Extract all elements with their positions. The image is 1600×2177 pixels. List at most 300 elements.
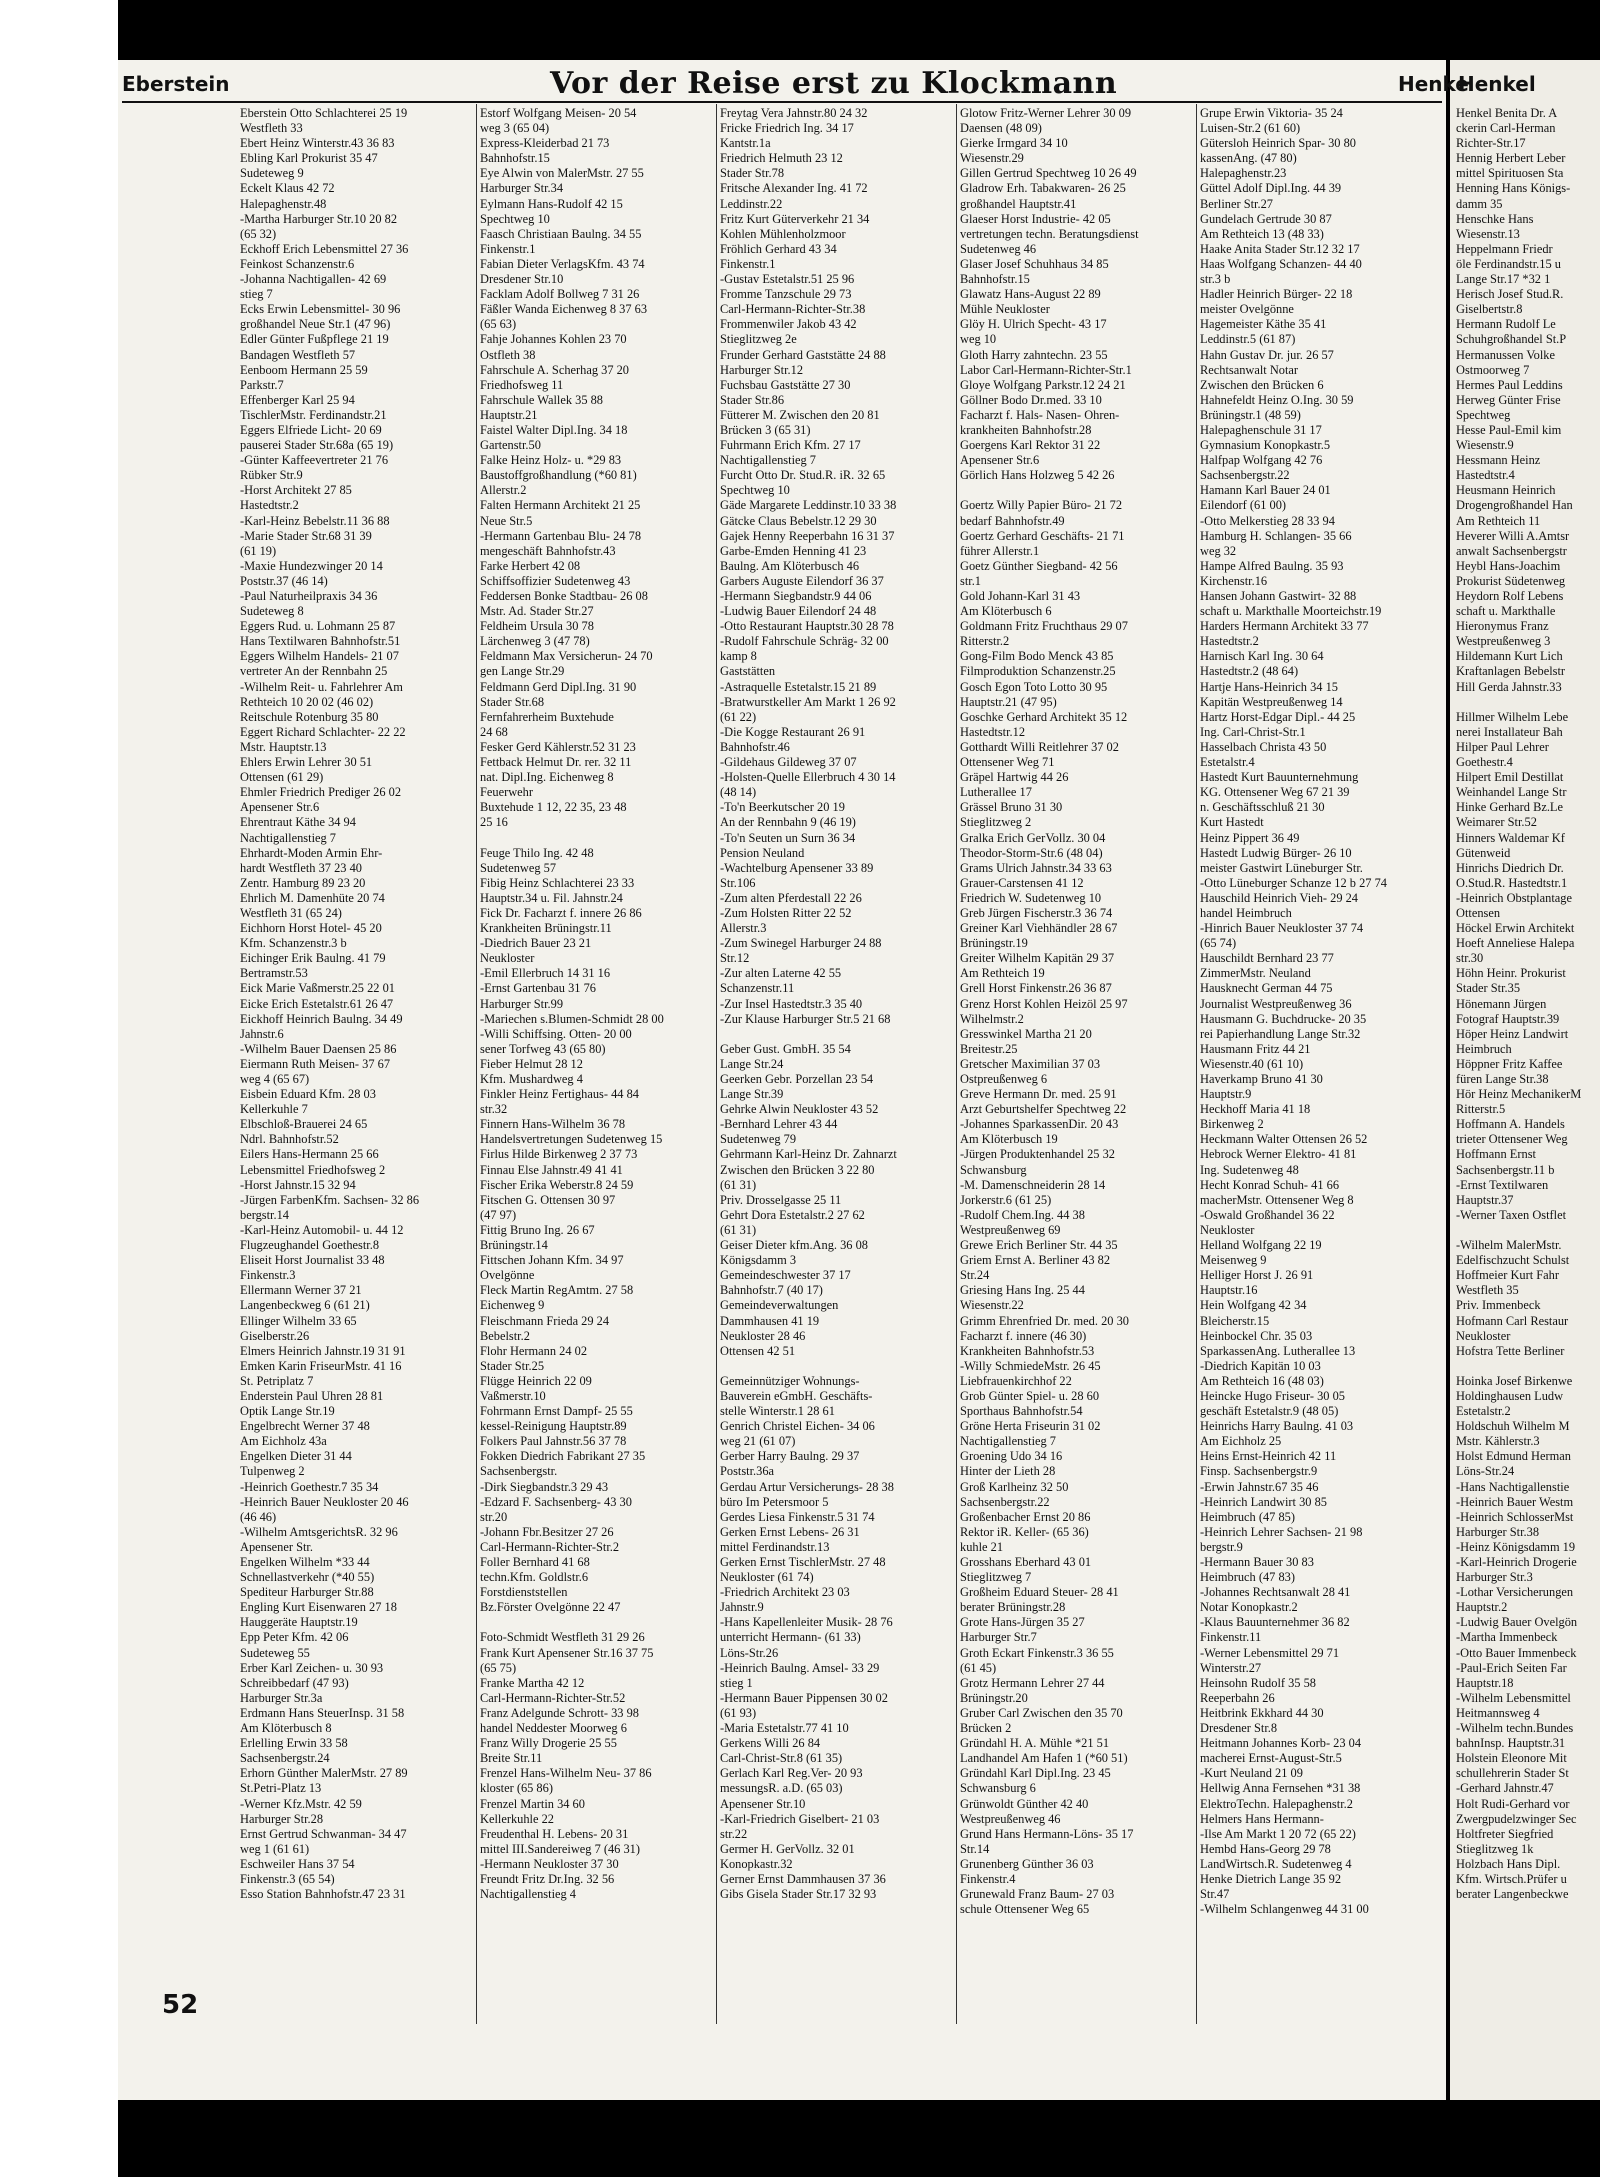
directory-entry: -Ludwig Bauer Eilendorf 24 48: [720, 604, 877, 619]
directory-entry: -Klaus Bauunternehmer 36 82: [1200, 1615, 1350, 1630]
directory-entry: Kraftanlagen Bebelstr: [1456, 664, 1566, 679]
directory-entry: Großheim Eduard Steuer- 28 41: [960, 1585, 1119, 1600]
directory-entry: Neukloster (61 74): [720, 1570, 814, 1585]
directory-entry: (65 75): [480, 1660, 517, 1675]
directory-entry: -Zur Klause Harburger Str.5 21 68: [720, 1011, 891, 1026]
directory-entry: Krankheiten Bahnhofstr.53: [960, 1343, 1095, 1358]
directory-entry: Holt Rudi-Gerhard vor: [1456, 1796, 1570, 1811]
directory-entry: Fibig Heinz Schlachterei 23 33: [480, 875, 635, 890]
directory-entry: Neukloster: [1456, 1328, 1511, 1343]
directory-entry: Landhandel Am Hafen 1 (*60 51): [960, 1751, 1128, 1766]
directory-entry: büro Im Petersmoor 5: [720, 1494, 829, 1509]
directory-entry: -Karl-Heinz Automobil- u. 44 12: [240, 1222, 404, 1237]
directory-entry: TischlerMstr. Ferdinandstr.21: [240, 407, 387, 422]
directory-entry: str.30: [1456, 951, 1484, 966]
directory-entry: Harnisch Karl Ing. 30 64: [1200, 649, 1324, 664]
directory-entry: Gloye Wolfgang Parkstr.12 24 21: [960, 377, 1126, 392]
directory-entry: Gütersloh Heinrich Spar- 30 80: [1200, 136, 1356, 151]
directory-entry: Hastedtstr.2: [240, 498, 299, 513]
directory-entry: Grams Ulrich Jahnstr.34 33 63: [960, 860, 1112, 875]
directory-entry: Heppelmann Friedr: [1456, 241, 1553, 256]
directory-entry: Brüningstr.20: [960, 1690, 1028, 1705]
directory-entry: Estetalstr.4: [1200, 755, 1255, 770]
directory-entry: Lange Str.24: [720, 1056, 784, 1071]
directory-entry: Ing. Carl-Christ-Str.1: [1200, 724, 1306, 739]
directory-entry: Spechtweg: [1456, 407, 1511, 422]
directory-entry: Nachtigallenstieg 4: [480, 1887, 576, 1902]
directory-entry: Schanzenstr.11: [720, 981, 795, 996]
directory-entry: Harburger Str.3a: [240, 1690, 323, 1705]
directory-entry: Gräpel Hartwig 44 26: [960, 770, 1069, 785]
directory-entry: Geerken Gebr. Porzellan 23 54: [720, 1072, 874, 1086]
directory-entry: Fröhlich Gerhard 43 34: [720, 241, 837, 256]
directory-entry: -Wachtelburg Apensener 33 89: [720, 860, 874, 875]
directory-entry: Am Eichholz 25: [1200, 1434, 1282, 1449]
directory-entry: Finkenstr.1: [720, 256, 776, 271]
directory-entry: Eggers Elfriede Licht- 20 69: [240, 422, 382, 437]
directory-entry: geschäft Estetalstr.9 (48 05): [1200, 1404, 1339, 1419]
directory-entry: stelle Winterstr.1 28 61: [720, 1404, 835, 1419]
directory-entry: Heitmann Johannes Korb- 23 04: [1200, 1736, 1362, 1751]
directory-entry: Gymnasium Konopkastr.5: [1200, 438, 1331, 453]
directory-entry: Buxtehude 1 12, 22 35, 23 48: [480, 800, 627, 815]
directory-entry: Daensen (48 09): [960, 121, 1042, 136]
directory-entry: Spediteur Harburger Str.88: [240, 1585, 374, 1600]
directory-entry: Hessmann Heinz: [1456, 453, 1541, 468]
directory-entry: Express-Kleiderbad 21 73: [480, 136, 610, 151]
directory-entry: Henschke Hans: [1456, 211, 1534, 226]
directory-entry: Hausmann G. Buchdrucke- 20 35: [1200, 1011, 1367, 1026]
directory-entry: Kohlen Mühlenholzmoor: [720, 226, 846, 241]
directory-entry: Sachsenbergstr.22: [1200, 468, 1290, 483]
directory-entry: Groening Udo 34 16: [960, 1449, 1063, 1464]
directory-entry: Kurt Hastedt: [1200, 815, 1264, 830]
directory-entry: Fleck Martin RegAmtm. 27 58: [480, 1283, 634, 1298]
directory-entry: Hagemeister Käthe 35 41: [1200, 317, 1327, 332]
directory-entry: -Willy SchmiedeMstr. 26 45: [960, 1358, 1101, 1373]
directory-entry: Hastedtstr.4: [1456, 468, 1515, 483]
directory-entry: Gehrke Alwin Neukloster 43 52: [720, 1102, 879, 1117]
directory-entry: Gold Johann-Karl 31 43: [960, 589, 1081, 603]
directory-column-5: [1200, 106, 1444, 1917]
directory-entry: -Otto Melkerstieg 28 33 94: [1200, 513, 1335, 528]
directory-entry: Harburger Str.28: [240, 1811, 324, 1826]
directory-entry: vertretungen techn. Beratungsdienst: [960, 226, 1139, 241]
directory-entry: Ehlers Erwin Lehrer 30 51: [240, 755, 373, 770]
directory-entry: 25 16: [480, 815, 508, 830]
directory-entry: Heinz Pippert 36 49: [1200, 830, 1300, 845]
directory-entry: Konopkastr.32: [720, 1856, 793, 1871]
directory-entry: str.20: [480, 1509, 508, 1524]
column-divider: [1196, 104, 1197, 2024]
directory-entry: SparkassenAng. Lutherallee 13: [1200, 1343, 1356, 1358]
directory-entry: Eggert Richard Schlachter- 22 22: [240, 724, 406, 739]
directory-entry: Wiesenstr.9: [1456, 438, 1514, 453]
directory-entry: Greiter Wilhelm Kapitän 29 37: [960, 951, 1115, 966]
directory-entry: (61 93): [720, 1705, 757, 1720]
directory-entry: Gemeindeverwaltungen: [720, 1298, 839, 1313]
directory-entry: -Werner Lebensmittel 29 71: [1200, 1645, 1340, 1660]
directory-entry: -Hinrich Bauer Neukloster 37 74: [1200, 921, 1364, 936]
directory-entry: Ottensen 42 51: [720, 1343, 796, 1358]
directory-entry: handel Neddester Moorweg 6: [480, 1721, 627, 1736]
directory-entry: Feldheim Ursula 30 78: [480, 619, 594, 634]
directory-entry: bergstr.9: [1200, 1539, 1243, 1554]
directory-entry: Kirchenstr.16: [1200, 573, 1268, 588]
directory-entry: Gründahl H. A. Mühle *21 51: [960, 1736, 1110, 1751]
directory-entry: Hönemann Jürgen: [1456, 996, 1547, 1011]
directory-entry: Eiermann Ruth Meisen- 37 67: [240, 1056, 391, 1071]
directory-entry: Fleischmann Frieda 29 24: [480, 1313, 610, 1328]
directory-entry: Westpreußenweg 69: [960, 1222, 1061, 1237]
directory-entry: -Zum alten Pferdestall 22 26: [720, 890, 862, 905]
directory-entry: St. Petriplatz 7: [240, 1373, 314, 1388]
directory-entry: Bahnhofstr.46: [720, 739, 790, 754]
directory-entry: Finnern Hans-Wilhelm 36 78: [480, 1117, 626, 1132]
directory-entry: Ovelgönne: [480, 1268, 535, 1283]
directory-entry: Poststr.37 (46 14): [240, 573, 328, 588]
directory-entry: Stieglitzweg 1k: [1456, 1841, 1534, 1856]
directory-entry: Am Rethteich 19: [960, 966, 1045, 981]
directory-entry: Fischer Erika Weberstr.8 24 59: [480, 1177, 634, 1192]
directory-entry: -Wilhelm MalerMstr.: [1456, 1238, 1562, 1253]
directory-entry: bergstr.14: [240, 1207, 289, 1222]
directory-entry: Ecks Erwin Lebensmittel- 30 96: [240, 302, 401, 317]
directory-entry: Grenz Horst Kohlen Heizöl 25 97: [960, 996, 1128, 1011]
directory-entry: Eicke Erich Estetalstr.61 26 47: [240, 996, 394, 1011]
directory-entry: füren Lange Str.38: [1456, 1072, 1549, 1086]
directory-entry: Goldmann Fritz Fruchthaus 29 07: [960, 619, 1128, 634]
directory-entry: Goetz Günther Siegband- 42 56: [960, 558, 1118, 573]
directory-entry: Gong-Film Bodo Menck 43 85: [960, 649, 1114, 664]
directory-entry: Eggers Wilhelm Handels- 21 07: [240, 649, 399, 664]
directory-entry: -Heinrich Lehrer Sachsen- 21 98: [1200, 1524, 1363, 1539]
directory-entry: Gerdau Artur Versicherungs- 28 38: [720, 1479, 894, 1494]
directory-entry: -Paul-Erich Seiten Far: [1456, 1660, 1567, 1675]
directory-entry: -Kurt Neuland 21 09: [1200, 1766, 1303, 1781]
directory-entry: Effenberger Karl 25 94: [240, 392, 355, 407]
directory-entry: Hastedtstr.2: [1200, 634, 1259, 649]
page-gutter: [1446, 0, 1449, 2177]
directory-entry: Krankheiten Brüningstr.11: [480, 921, 612, 936]
directory-entry: Heverer Willi A.Amtsr: [1456, 528, 1570, 543]
directory-entry: [960, 483, 1192, 498]
directory-entry: Ehrlich M. Damenhüte 20 74: [240, 890, 385, 905]
directory-entry: An der Rennbahn 9 (46 19): [720, 815, 856, 830]
column-divider: [956, 104, 957, 2024]
directory-entry: Ellermann Werner 37 21: [240, 1283, 362, 1298]
directory-entry: Feuge Thilo Ing. 42 48: [480, 845, 594, 860]
directory-entry: Fohrmann Ernst Dampf- 25 55: [480, 1404, 633, 1419]
directory-entry: -Otto Bauer Immenbeck: [1456, 1645, 1577, 1660]
directory-entry: Glotow Fritz-Werner Lehrer 30 09: [960, 106, 1132, 120]
directory-entry: Hauptstr.16: [1200, 1283, 1258, 1298]
directory-entry: Hauptstr.34 u. Fil. Jahnstr.24: [480, 890, 623, 905]
directory-entry: Herisch Josef Stud.R.: [1456, 287, 1564, 302]
directory-entry: Hadler Heinrich Bürger- 22 18: [1200, 287, 1353, 302]
directory-entry: -Wilhelm Reit- u. Fahrlehrer Am: [240, 679, 403, 694]
directory-entry: ZimmerMstr. Neuland: [1200, 966, 1311, 981]
directory-entry: Fäßler Wanda Eichenweg 8 37 63: [480, 302, 648, 317]
directory-entry: Gerdes Liesa Finkenstr.5 31 74: [720, 1509, 875, 1524]
directory-entry: Freudenthal H. Lebens- 20 31: [480, 1826, 629, 1841]
directory-entry: großhandel Hauptstr.41: [960, 196, 1077, 211]
directory-entry: Franz Adelgunde Schrott- 33 98: [480, 1705, 639, 1720]
directory-entry: Hör Heinz MechanikerM: [1456, 1087, 1582, 1102]
directory-entry: Hein Wolfgang 42 34: [1200, 1298, 1307, 1313]
directory-entry: Ndrl. Bahnhofstr.52: [240, 1132, 339, 1147]
next-page-header-word: Henkel: [1458, 72, 1536, 96]
directory-entry: Finnau Else Jahnstr.49 41 41: [480, 1162, 623, 1177]
directory-entry: Grund Hans Hermann-Löns- 35 17: [960, 1826, 1134, 1841]
directory-entry: Hauggeräte Hauptstr.19: [240, 1615, 358, 1630]
directory-entry: Finkenstr.3 (65 54): [240, 1871, 335, 1886]
directory-entry: -Wilhelm AmtsgerichtsR. 32 96: [240, 1524, 398, 1539]
directory-entry: Hartje Hans-Heinrich 34 15: [1200, 679, 1338, 694]
directory-entry: Finsp. Sachsenbergstr.9: [1200, 1464, 1318, 1479]
directory-entry: Goertz Willy Papier Büro- 21 72: [960, 498, 1123, 513]
directory-entry: Harburger Str.12: [720, 362, 804, 377]
directory-entry: -Johannes SparkassenDir. 20 43: [960, 1117, 1119, 1132]
directory-entry: -Otto Restaurant Hauptstr.30 28 78: [720, 619, 894, 634]
directory-entry: Greve Hermann Dr. med. 25 91: [960, 1087, 1117, 1102]
directory-entry: -Heinz Königsdamm 19: [1456, 1539, 1576, 1554]
directory-entry: -Heinrich SchlosserMst: [1456, 1509, 1574, 1524]
directory-entry: Flügge Heinrich 22 09: [480, 1373, 592, 1388]
directory-entry: Griesing Hans Ing. 25 44: [960, 1283, 1085, 1298]
directory-entry: Filmproduktion Schanzenstr.25: [960, 664, 1116, 679]
directory-entry: KG. Ottensener Weg 67 21 39: [1200, 785, 1350, 800]
directory-entry: Hastedt Ludwig Bürger- 26 10: [1200, 845, 1352, 860]
directory-entry: Stieglitzweg 7: [960, 1570, 1032, 1585]
directory-entry: Greb Jürgen Fischerstr.3 36 74: [960, 905, 1113, 920]
directory-entry: Westpreußenweg 46: [960, 1811, 1061, 1826]
directory-entry: Faistel Walter Dipl.Ing. 34 18: [480, 422, 628, 437]
directory-entry: Kapitän Westpreußenweg 14: [1200, 694, 1343, 709]
directory-entry: Fuhrmann Erich Kfm. 27 17: [720, 438, 861, 453]
directory-entry: -Wilhelm Schlangenweg 44 31 00: [1200, 1902, 1369, 1917]
directory-entry: Neue Str.5: [480, 513, 533, 528]
directory-entry: Carl-Hermann-Richter-Str.52: [480, 1690, 626, 1705]
directory-entry: Breite Str.11: [480, 1751, 543, 1766]
directory-entry: Kfm. Schanzenstr.3 b: [240, 936, 347, 951]
directory-entry: Helmers Hans Hermann-: [1200, 1811, 1324, 1826]
directory-entry: Dresdener Str.10: [480, 272, 564, 287]
directory-entry: weg 10: [960, 332, 997, 347]
directory-entry: Kellerkuhle 7: [240, 1102, 308, 1117]
directory-entry: Bertramstr.53: [240, 966, 308, 981]
directory-entry: sener Torfweg 43 (65 80): [480, 1041, 606, 1056]
directory-entry: Halepaghenstr.48: [240, 196, 327, 211]
directory-entry: Gütenweid: [1456, 845, 1511, 860]
directory-entry: macherMstr. Ottensener Weg 8: [1200, 1192, 1354, 1207]
directory-entry: Heimbruch (47 83): [1200, 1570, 1295, 1585]
directory-entry: Hilpert Emil Destillat: [1456, 770, 1564, 785]
directory-entry: Folkers Paul Jahnstr.56 37 78: [480, 1434, 627, 1449]
directory-entry: Gerlach Karl Reg.Ver- 20 93: [720, 1766, 863, 1781]
directory-entry: Gralka Erich GerVollz. 30 04: [960, 830, 1106, 845]
directory-entry: Ehrhardt-Moden Armin Ehr-: [240, 845, 383, 860]
directory-entry: Hilper Paul Lehrer: [1456, 739, 1549, 754]
directory-entry: Gröne Herta Friseurin 31 02: [960, 1419, 1101, 1434]
directory-entry: Sudetenweg 57: [480, 860, 557, 875]
directory-entry: -Zum Holsten Ritter 22 52: [720, 905, 852, 920]
directory-entry: Hoffmann A. Handels: [1456, 1117, 1565, 1132]
directory-entry: -Ernst Textilwaren: [1456, 1177, 1549, 1192]
next-page-column: [1456, 106, 1600, 1902]
directory-entry: Str.12: [720, 951, 750, 966]
directory-entry: Ottensener Weg 71: [960, 755, 1055, 770]
directory-entry: Eisbein Eduard Kfm. 28 03: [240, 1087, 376, 1102]
directory-entry: Theodor-Storm-Str.6 (48 04): [960, 845, 1103, 860]
directory-entry: rei Papierhandlung Lange Str.32: [1200, 1026, 1361, 1041]
directory-entry: Harburger Str.34: [480, 181, 564, 196]
directory-entry: -Hans Kapellenleiter Musik- 28 76: [720, 1615, 893, 1630]
directory-entry: Fritsche Alexander Ing. 41 72: [720, 181, 868, 196]
page-title: Vor der Reise erst zu Klockmann: [550, 66, 1118, 101]
directory-entry: Grob Günter Spiel- u. 28 60: [960, 1388, 1100, 1403]
directory-entry: Harders Hermann Architekt 33 77: [1200, 619, 1369, 634]
directory-entry: Frunder Gerhard Gaststätte 24 88: [720, 347, 886, 362]
directory-entry: 24 68: [480, 724, 508, 739]
directory-entry: -Hans Nachtigallenstie: [1456, 1479, 1570, 1494]
directory-entry: Eschweiler Hans 37 54: [240, 1856, 355, 1871]
directory-entry: Hamann Karl Bauer 24 01: [1200, 483, 1331, 498]
directory-entry: Poststr.36a: [720, 1464, 775, 1479]
directory-entry: Zwergpudelzwinger Sec: [1456, 1811, 1577, 1826]
directory-entry: Labor Carl-Hermann-Richter-Str.1: [960, 362, 1132, 377]
directory-entry: Elbschloß-Brauerei 24 65: [240, 1117, 368, 1132]
directory-entry: Gajek Henny Reeperbahn 16 31 37: [720, 528, 895, 543]
directory-entry: [480, 1615, 712, 1630]
directory-entry: Helliger Horst J. 26 91: [1200, 1268, 1314, 1283]
directory-entry: Foller Bernhard 41 68: [480, 1555, 590, 1569]
directory-entry: Genrich Christel Eichen- 34 06: [720, 1419, 875, 1434]
directory-entry: Hinter der Lieth 28: [960, 1464, 1056, 1479]
directory-entry: -Lothar Versicherungen: [1456, 1585, 1574, 1600]
directory-entry: Giselberstr.26: [240, 1328, 310, 1343]
directory-entry: Weimarer Str.52: [1456, 815, 1537, 830]
directory-entry: Garbe-Emden Henning 41 23: [720, 543, 867, 558]
directory-entry: Brücken 2: [960, 1721, 1012, 1736]
directory-entry: Henning Hans Königs-: [1456, 181, 1571, 196]
directory-entry: Lärchenweg 3 (47 78): [480, 634, 590, 649]
directory-entry: Rethteich 10 20 02 (46 02): [240, 694, 374, 709]
directory-entry: [480, 831, 712, 846]
directory-entry: Forstdienststellen: [480, 1585, 568, 1600]
directory-entry: str.3 b: [1200, 272, 1231, 287]
directory-entry: Königsdamm 3: [720, 1253, 797, 1268]
directory-entry: Glöy H. Ulrich Specht- 43 17: [960, 317, 1107, 332]
directory-entry: öle Ferdinandstr.15 u: [1456, 256, 1561, 271]
directory-entry: Sudetenweg 79: [720, 1132, 797, 1147]
directory-entry: Farke Herbert 42 08: [480, 558, 581, 573]
directory-entry: -Bratwurstkeller Am Markt 1 26 92: [720, 694, 896, 709]
directory-entry: Wiesenstr.13: [1456, 226, 1520, 241]
directory-entry: Gätcke Claus Bebelstr.12 29 30: [720, 513, 877, 528]
directory-entry: Heckmann Walter Ottensen 26 52: [1200, 1132, 1368, 1147]
directory-entry: Groß Karlheinz 32 50: [960, 1479, 1069, 1494]
directory-entry: Eichenweg 9: [480, 1298, 545, 1313]
directory-entry: -Maria Estetalstr.77 41 10: [720, 1721, 849, 1736]
directory-entry: Spechtweg 10: [480, 211, 550, 226]
directory-entry: -Ernst Gartenbau 31 76: [480, 981, 596, 996]
directory-entry: Franz Willy Drogerie 25 55: [480, 1736, 617, 1751]
directory-entry: Holtfreter Siegfried: [1456, 1826, 1554, 1841]
directory-entry: Henkel Benita Dr. A: [1456, 106, 1558, 120]
directory-entry: Heybl Hans-Joachim: [1456, 558, 1561, 573]
directory-entry: Feinkost Schanzenstr.6: [240, 256, 355, 271]
directory-entry: Hinners Waldemar Kf: [1456, 830, 1565, 845]
directory-entry: Hausmann Fritz 44 21: [1200, 1041, 1311, 1056]
directory-entry: Geber Gust. GmbH. 35 54: [720, 1041, 851, 1056]
directory-entry: Berliner Str.27: [1200, 196, 1273, 211]
directory-entry: Wiesenstr.22: [960, 1298, 1024, 1313]
directory-entry: [720, 1027, 952, 1042]
directory-entry: Ostmoorweg 7: [1456, 362, 1530, 377]
directory-entry: -Karl-Heinrich Drogerie: [1456, 1555, 1577, 1569]
column-divider: [716, 104, 717, 2024]
directory-entry: Grünwoldt Günther 42 40: [960, 1796, 1089, 1811]
directory-entry: Spechtweg 10: [720, 483, 790, 498]
directory-entry: [1456, 1223, 1600, 1238]
directory-entry: Hieronymus Franz: [1456, 619, 1549, 634]
directory-entry: Hauschildt Bernhard 23 77: [1200, 951, 1334, 966]
directory-entry: Sachsenbergstr.22: [960, 1494, 1050, 1509]
directory-entry: Westfleth 31 (65 24): [240, 905, 342, 920]
directory-entry: Fromme Tanzschule 29 73: [720, 287, 852, 302]
directory-entry: Am Rethteich 13 (48 33): [1200, 226, 1324, 241]
directory-entry: Sachsenbergstr.: [480, 1464, 558, 1479]
directory-entry: Ottensen (61 29): [240, 770, 324, 785]
directory-entry: Fahrschule Wallek 35 88: [480, 392, 603, 407]
directory-entry: -Werner Kfz.Mstr. 42 59: [240, 1796, 362, 1811]
directory-entry: Neukloster: [480, 951, 535, 966]
directory-entry: Optik Lange Str.19: [240, 1404, 335, 1419]
directory-entry: Hofmann Carl Restaur: [1456, 1313, 1569, 1328]
directory-entry: Fesker Gerd Kählerstr.52 31 23: [480, 739, 636, 754]
directory-entry: Kfm. Mushardweg 4: [480, 1072, 583, 1086]
directory-entry: Glaeser Horst Industrie- 42 05: [960, 211, 1111, 226]
directory-entry: Feuerwehr: [480, 785, 533, 800]
directory-entry: stieg 7: [240, 287, 273, 302]
directory-entry: Eckhoff Erich Lebensmittel 27 36: [240, 241, 409, 256]
directory-entry: -Dirk Siegbandstr.3 29 43: [480, 1479, 609, 1494]
directory-entry: Zentr. Hamburg 89 23 20: [240, 875, 366, 890]
directory-entry: Stader Str.78: [720, 166, 785, 181]
directory-entry: Gäde Margarete Leddinstr.10 33 38: [720, 498, 897, 513]
directory-entry: Eilendorf (61 00): [1200, 498, 1287, 513]
directory-entry: Handelsvertretungen Sudetenweg 15: [480, 1132, 663, 1147]
directory-entry: kuhle 21: [960, 1539, 1004, 1554]
directory-entry: -Heinrich Goethestr.7 35 34: [240, 1479, 379, 1494]
directory-entry: Hauptstr.9: [1200, 1087, 1252, 1102]
directory-entry: Friedhofsweg 11: [480, 377, 564, 392]
directory-entry: Ebling Karl Prokurist 35 47: [240, 151, 378, 166]
directory-entry: Parkstr.7: [240, 377, 284, 392]
directory-entry: Baulng. Am Klöterbusch 46: [720, 558, 860, 573]
directory-entry: Engelbrecht Werner 37 48: [240, 1419, 370, 1434]
directory-entry: Estorf Wolfgang Meisen- 20 54: [480, 106, 637, 120]
directory-entry: Fittig Bruno Ing. 26 67: [480, 1222, 595, 1237]
directory-entry: Kellerkuhle 22: [480, 1811, 554, 1826]
directory-entry: -Karl-Heinz Bebelstr.11 36 88: [240, 513, 390, 528]
directory-entry: Hastedt Kurt Bauunternehmung: [1200, 770, 1359, 785]
directory-entry: -Zur alten Laterne 42 55: [720, 966, 842, 981]
directory-entry: -Heinrich Bauer Neukloster 20 46: [240, 1494, 409, 1509]
directory-entry: berater Langenbeckwe: [1456, 1887, 1569, 1902]
directory-entry: Eye Alwin von MalerMstr. 27 55: [480, 166, 644, 181]
